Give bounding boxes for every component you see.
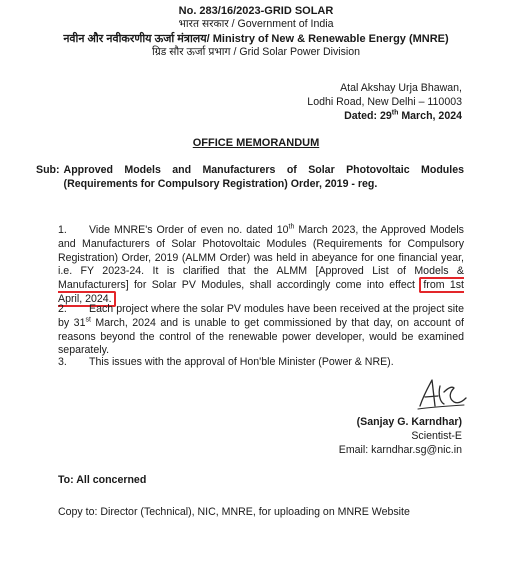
paragraph-body: Each project where the solar PV modules have been received at the project site by 31st March, 2024 and is unable to get commissioned by that day, on account of reasons beyond the control of the renewable power developer, would be examined separately.	[58, 303, 464, 357]
memo-number: No. 283/16/2023-GRID SOLAR	[178, 5, 334, 17]
paragraph-body: Vide MNRE's Order of even no. dated 10th March 2023, the Approved Models and Manufacturers of Solar Photovoltaic Modules (Requirements for Compulsory Registration) Order, 2019 (ALMM Order) was held in abeyance for one financial year, i.e. FY 2023-24. It is clarified that the ALMM [Approved List of Models & Manufacturers] for Solar PV Modules, shall accordingly come into effect from 1st April, 2024.	[58, 223, 465, 305]
paragraph-body: This issues with the approval of Hon'ble Minister (Power & NRE).	[89, 356, 394, 368]
memo-date: Dated: 29th March, 2024	[344, 109, 462, 122]
subject-line	[36, 164, 464, 192]
paragraph-number: 3.	[58, 356, 67, 368]
highlighted-effective-date: from 1st April, 2024.	[58, 279, 465, 305]
paragraph-2	[58, 303, 464, 358]
handwritten-signature	[414, 376, 470, 414]
paragraph-number: 2.	[58, 303, 67, 315]
paragraph-number: 1.	[58, 224, 67, 236]
memo-title: OFFICE MEMORANDUM	[192, 137, 320, 149]
subject-label: Sub:	[36, 164, 60, 176]
government-name: भारत सरकार / Government of India	[178, 18, 334, 31]
ministry-name: नवीन और नवीकरणीय ऊर्जा मंत्रालय/ Ministry of New & Renewable Energy (MNRE)	[63, 33, 449, 46]
paragraph-1	[58, 224, 464, 307]
signatory-email: Email: karndhar.sg@nic.in	[338, 443, 462, 456]
paragraph-3	[58, 356, 464, 370]
letterhead	[0, 4, 512, 60]
signatory-name: (Sanjay G. Karndhar)	[356, 416, 462, 428]
signatory-block	[339, 416, 462, 457]
address-line-2: Lodhi Road, New Delhi – 110003	[307, 95, 462, 108]
office-address	[307, 82, 462, 123]
signatory-designation: Scientist-E	[411, 429, 462, 442]
division-name: ग्रिड सौर ऊर्जा प्रभाग / Grid Solar Power Division	[151, 46, 361, 59]
subject-text: Approved Models and Manufacturers of Solar Photovoltaic Modules (Requirements for Compulsory Registration) Order, 2019 - reg.	[63, 164, 464, 190]
copy-to: Copy to: Director (Technical), NIC, MNRE, for uploading on MNRE Website	[58, 506, 410, 518]
addressee: To: All concerned	[58, 474, 147, 486]
address-line-1: Atal Akshay Urja Bhawan,	[340, 82, 462, 94]
